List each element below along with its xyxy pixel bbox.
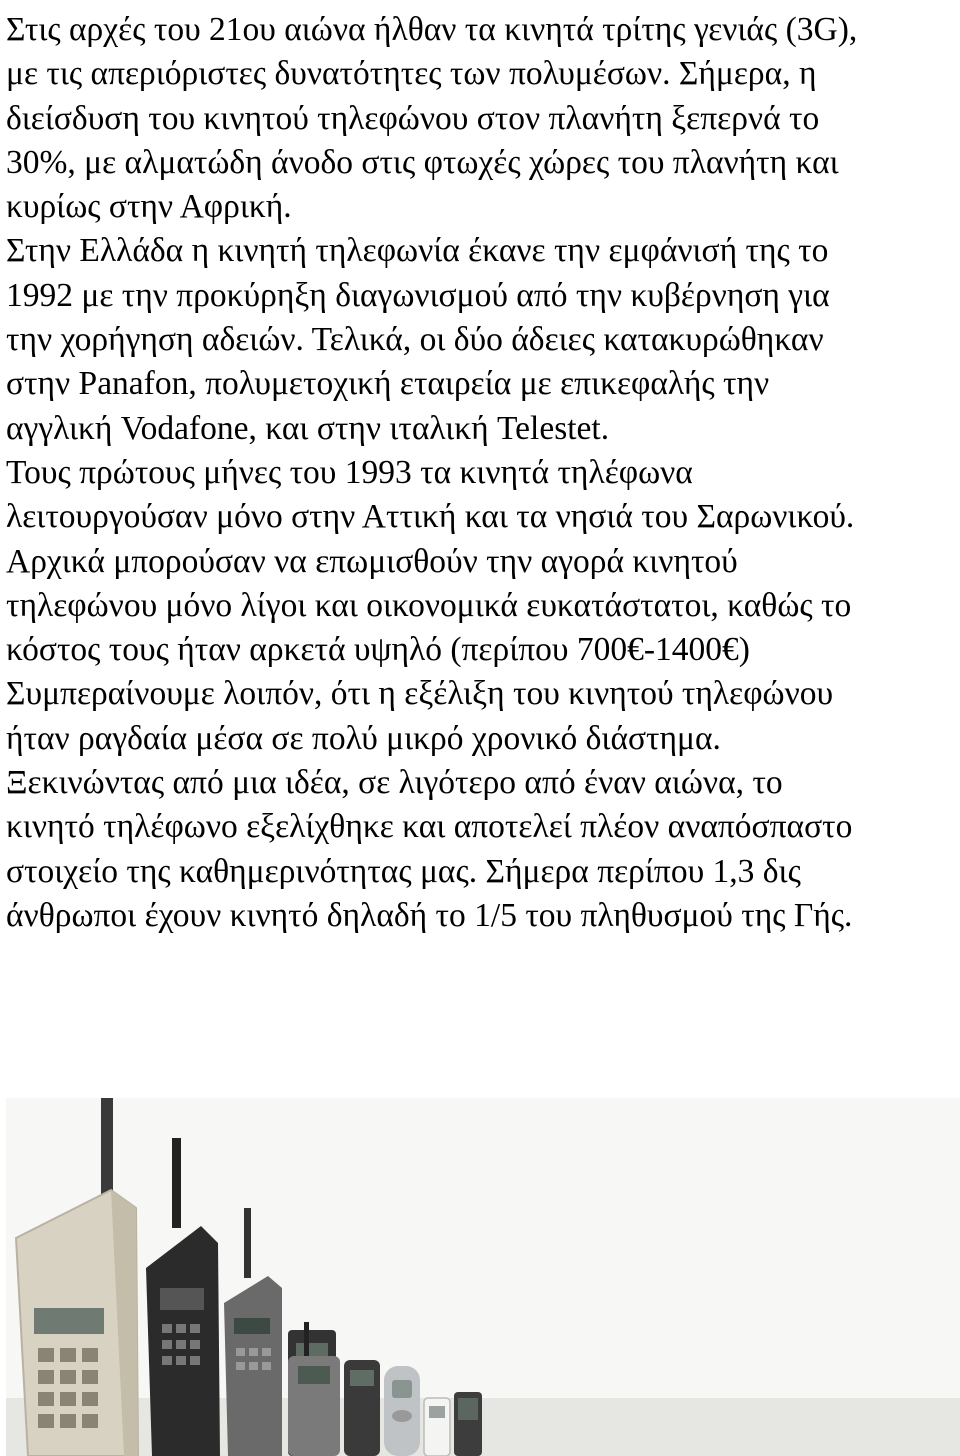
text-line: αγγλική Vodafone, και στην ιταλική Telestet. (6, 409, 610, 447)
text-line: κόστος τους ήταν αρκετά υψηλό (περίπου 700€-1400€) (6, 631, 750, 669)
smartphone-dark-image (454, 1392, 482, 1456)
text-line: ήταν ραγδαία μέσα σε πολύ μικρό χρονικό διάστημα. (6, 719, 721, 757)
text-line: Ξεκινώντας από μια ιδέα, σε λιγότερο από έναν αιώνα, το (6, 764, 783, 802)
small-phone-white-image (424, 1398, 450, 1456)
text-line: Αρχικά μπορούσαν να επωμισθούν την αγορά κινητού (6, 542, 738, 580)
text-line: Συμπεραίνουμε λοιπόν, ότι η εξέλιξη του κινητού τηλεφώνου (6, 675, 834, 713)
compact-phone-dark-image (344, 1360, 380, 1456)
text-line: λειτουργούσαν μόνο στην Αττική και τα νησιά του Σαρωνικού. (6, 498, 855, 536)
text-line: κινητό τηλέφωνο εξελίχθηκε και αποτελεί πλέον αναπόσπαστο (6, 808, 853, 846)
text-line: κυρίως στην Αφρική. (6, 188, 292, 226)
text-line: την χορήγηση αδειών. Τελικά, οι δύο άδειες κατακυρώθηκαν (6, 321, 824, 359)
text-line: Στις αρχές του 21ου αιώνα ήλθαν τα κινητά τρίτης γενιάς (3G), (6, 11, 858, 48)
text-line: 30%, με αλματώδη άνοδο στις φτωχές χώρες του πλανήτη και (6, 143, 839, 181)
text-line: με τις απεριόριστες δυνατότητες των πολυμέσων. Σήμερα, η (6, 55, 817, 93)
text-line: 1992 με την προκύρηξη διαγωνισμού από την κυβέρνηση για (6, 276, 830, 314)
text-line: Τους πρώτους μήνες του 1993 τα κινητά τηλέφωνα (6, 453, 693, 491)
text-line: άνθρωποι έχουν κινητό δηλαδή το 1/5 του πληθυσμού της Γής. (6, 896, 853, 934)
text-line: Στην Ελλάδα η κινητή τηλεφωνία έκανε την εμφάνισή της το (6, 232, 829, 270)
nokia-phone-silver-image (384, 1366, 420, 1456)
text-line: στοιχείο της καθημερινότητας μας. Σήμερα περίπου 1,3 δις (6, 852, 801, 890)
phone-evolution-photo (6, 1098, 960, 1456)
text-line: στην Panafon, πολυμετοχική εταιρεία με επικεφαλής την (6, 365, 770, 403)
body-text (6, 8, 958, 938)
text-line: τηλεφώνου μόνο λίγοι και οικονομικά ευκατάστατοι, καθώς το (6, 586, 852, 624)
text-line: διείσδυση του κινητού τηλεφώνου στον πλανήτη ξεπερνά το (6, 99, 820, 137)
